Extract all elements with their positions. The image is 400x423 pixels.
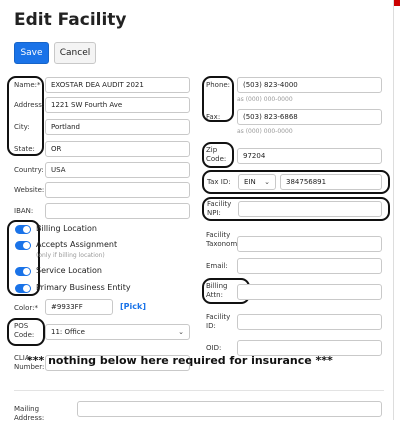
zip-label: Zip Code: [206,146,227,163]
tax-id-input[interactable]: 384756891 [280,174,382,190]
billing-attn-input[interactable] [237,284,382,300]
city-input[interactable]: Portland [45,119,190,135]
primary-business-entity-label: Primary Business Entity [36,283,131,292]
tax-id-label: Tax ID: [207,178,231,186]
fax-input[interactable]: (503) 823-6868 [237,109,382,125]
state-input[interactable]: OR [45,141,190,157]
phone-input[interactable]: (503) 823-4000 [237,77,382,93]
color-pick-link[interactable]: [Pick] [120,302,146,311]
pos-code-select[interactable] [45,324,190,340]
name-label: Name:* [14,81,41,89]
website-input[interactable] [45,182,190,198]
accepts-assignment-label: Accepts Assignment [36,240,118,249]
save-button[interactable]: Save [14,42,49,64]
facility-npi-input[interactable] [238,201,382,217]
mailing-address-input[interactable] [77,401,382,417]
website-label: Website: [14,186,45,194]
address-label: Address: [14,101,45,109]
window-edge [393,0,394,420]
state-label: State: [14,145,35,153]
primary-business-entity-toggle[interactable] [15,284,31,293]
iban-input[interactable] [45,203,190,219]
facility-taxonomy-label: Facility Taxonom [206,231,238,248]
email-input[interactable] [237,258,382,274]
billing-attn-label: Billing Attn: [206,282,228,299]
accepts-assignment-toggle[interactable] [15,241,31,250]
phone-hint: as (000) 000-0000 [237,96,293,103]
service-location-toggle[interactable] [15,267,31,276]
chevron-down-icon: ⌄ [178,328,184,336]
zip-input[interactable]: 97204 [237,148,382,164]
cancel-button[interactable]: Cancel [54,42,96,64]
color-label: Color:* [14,304,39,312]
city-label: City: [14,123,30,131]
clia-label: CLIA Number: [14,354,45,371]
name-input[interactable]: EXOSTAR DEA AUDIT 2021 [45,77,190,93]
color-input[interactable]: #9933FF [45,299,113,315]
pos-code-label: POS Code: [14,322,35,339]
email-label: Email: [206,262,228,270]
facility-id-input[interactable] [237,314,382,330]
page-title: Edit Facility [14,10,127,30]
tax-id-type-select[interactable] [238,174,276,190]
facility-taxonomy-input[interactable] [237,236,382,252]
window-corner-marker [394,0,400,6]
phone-label: Phone: [206,81,231,89]
facility-npi-label: Facility NPI: [207,200,232,217]
billing-location-label: Billing Location [36,224,97,233]
pos-code-value: 11: Office [51,328,85,336]
service-location-label: Service Location [36,266,102,275]
address-input[interactable]: 1221 SW Fourth Ave [45,97,190,113]
fax-hint: as (000) 000-0000 [237,128,293,135]
iban-label: IBAN: [14,207,34,215]
section-divider [14,390,384,391]
oid-label: OID: [206,344,222,352]
facility-id-label: Facility ID: [206,313,231,330]
mailing-address-label: Mailing Address: [14,405,45,422]
fax-label: Fax: [206,113,221,121]
billing-location-toggle[interactable] [15,225,31,234]
chevron-down-icon: ⌄ [264,178,270,186]
country-input[interactable]: USA [45,162,190,178]
country-label: Country: [14,166,44,174]
insurance-note-banner: *** nothing below here required for insurance *** [27,354,333,367]
accepts-assignment-hint: (only if billing location) [36,252,105,259]
tax-id-type-value: EIN [244,178,256,186]
